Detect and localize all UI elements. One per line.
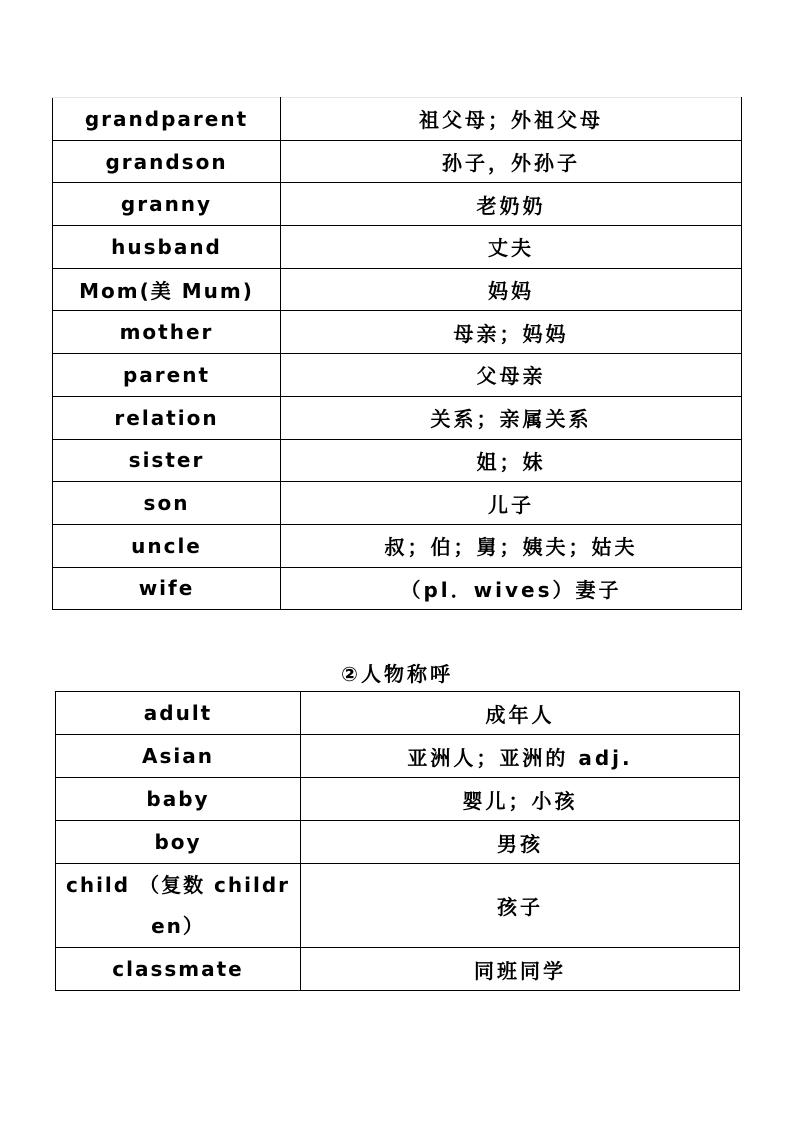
meaning-cell: 叔；伯；舅；姨夫；姑夫 (281, 524, 742, 567)
meaning-cell: 姐；妹 (281, 439, 742, 482)
table-row (56, 821, 740, 864)
meaning-cell: 男孩 (301, 821, 740, 864)
table-row (53, 98, 742, 141)
word-cell: wife (53, 567, 281, 610)
meaning-cell: （pl．wives）妻子 (281, 567, 742, 610)
word-cell: uncle (53, 524, 281, 567)
table-row (53, 396, 742, 439)
meaning-cell: 亚洲人；亚洲的 adj. (301, 735, 740, 778)
word-cell: son (53, 482, 281, 525)
meaning-cell: 父母亲 (281, 354, 742, 397)
word-cell: grandson (53, 140, 281, 183)
table-row (56, 864, 740, 948)
word-cell: adult (56, 692, 301, 735)
meaning-cell: 儿子 (281, 482, 742, 525)
table-row (53, 524, 742, 567)
table-row (53, 140, 742, 183)
meaning-cell: 丈夫 (281, 226, 742, 269)
table-row (53, 226, 742, 269)
table-row (53, 311, 742, 354)
table-row (56, 692, 740, 735)
table-row (56, 778, 740, 821)
word-cell: mother (53, 311, 281, 354)
meaning-cell: 老奶奶 (281, 183, 742, 226)
vocabulary-table-people (55, 691, 740, 991)
table-row (53, 268, 742, 311)
table-row (53, 354, 742, 397)
word-cell: parent (53, 354, 281, 397)
vocabulary-table-family (52, 97, 742, 610)
word-cell: husband (53, 226, 281, 269)
meaning-cell: 孩子 (301, 864, 740, 948)
word-cell: grandparent (53, 98, 281, 141)
meaning-cell: 成年人 (301, 692, 740, 735)
word-cell: granny (53, 183, 281, 226)
meaning-cell: 母亲；妈妈 (281, 311, 742, 354)
table-row (53, 183, 742, 226)
meaning-cell: 孙子，外孙子 (281, 140, 742, 183)
table-row (53, 439, 742, 482)
word-cell: boy (56, 821, 301, 864)
meaning-cell: 婴儿；小孩 (301, 778, 740, 821)
word-cell: Mom(美 Mum) (53, 268, 281, 311)
word-cell: Asian (56, 735, 301, 778)
meaning-cell: 妈妈 (281, 268, 742, 311)
table-row (53, 482, 742, 525)
meaning-cell: 祖父母；外祖父母 (281, 98, 742, 141)
meaning-cell: 同班同学 (301, 948, 740, 991)
word-cell: classmate (56, 948, 301, 991)
section-title: ②人物称呼 (341, 662, 453, 686)
word-cell: child （复数 children） (56, 864, 301, 948)
word-cell: baby (56, 778, 301, 821)
table-row (53, 567, 742, 610)
meaning-cell: 关系；亲属关系 (281, 396, 742, 439)
word-cell: relation (53, 396, 281, 439)
table-row (56, 948, 740, 991)
word-cell: sister (53, 439, 281, 482)
table-row (56, 735, 740, 778)
